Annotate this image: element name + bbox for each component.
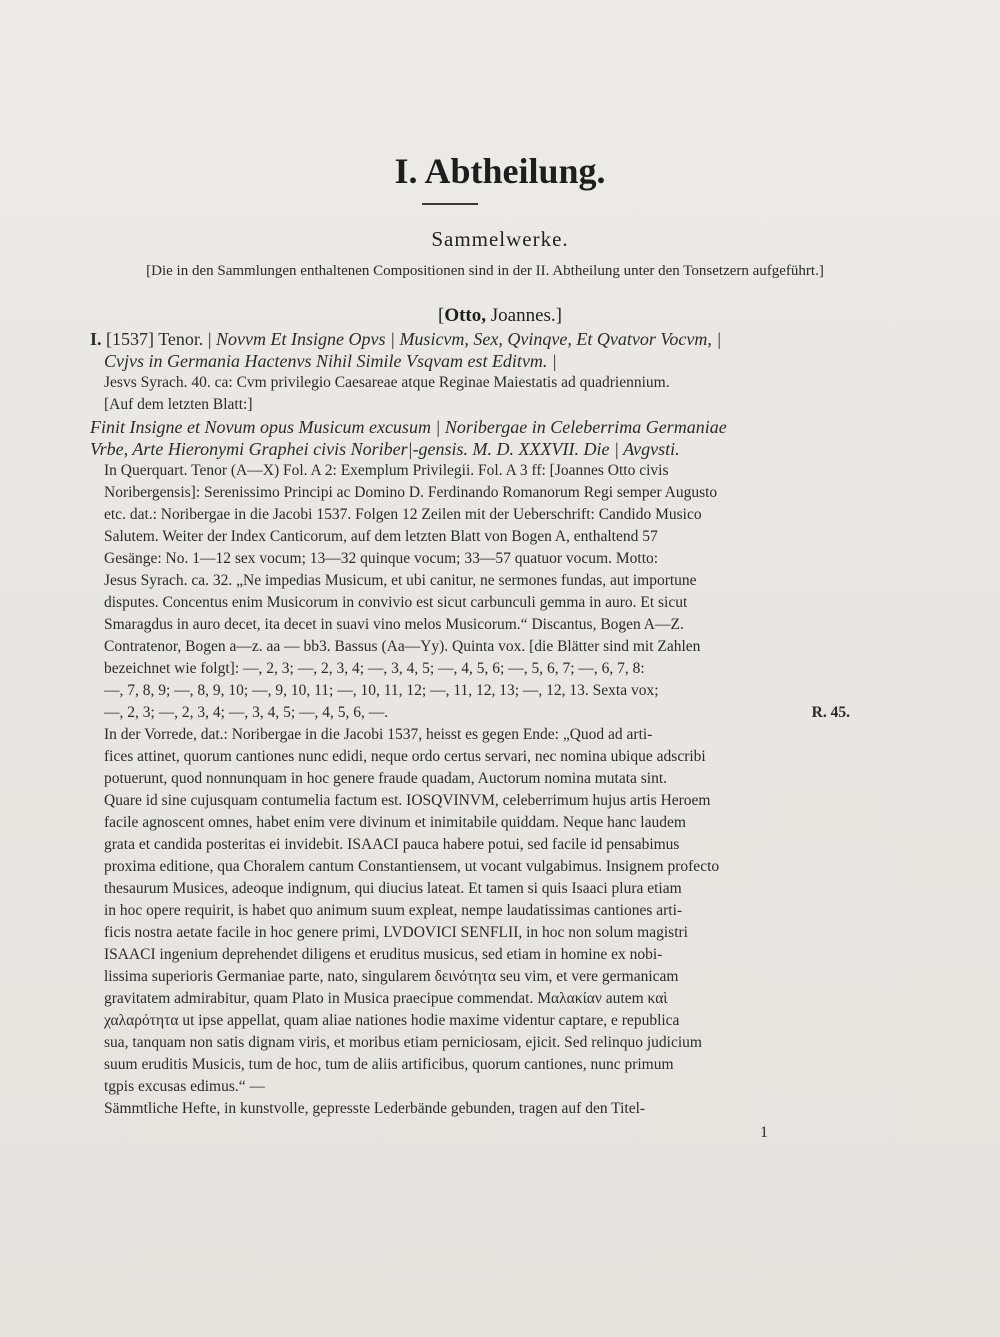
editorial-note: [Die in den Sammlungen enthaltenen Compositionen sind in der II. Abtheilung unter den Tonsetzern aufgeführt.]	[146, 263, 824, 279]
preface-line: facile agnoscent omnes, habet enim vere divinum et inimitabile quiddam. Neque hanc laudem	[104, 814, 686, 831]
preface-line: lissima superioris Germaniae parte, nato, singularem δεινότητα seu vim, et vere germanicam	[104, 968, 679, 985]
description-line: —, 7, 8, 9; —, 8, 9, 10; —, 9, 10, 11; —, 10, 11, 12; —, 11, 12, 13; —, 12, 13. Sexta vox;	[104, 682, 659, 699]
section-heading: I. Abtheilung.	[394, 151, 606, 191]
preface-line: potuerunt, quod nonnunquam in hoc genere fraude quadam, Auctorum nomina mutata sint.	[104, 770, 668, 787]
final-paragraph-line: Sämmtliche Hefte, in kunstvolle, gepresste Lederbände gebunden, tragen auf den Titel-	[104, 1100, 646, 1117]
description-line: bezeichnet wie folgt]: —, 2, 3; —, 2, 3, 4; —, 3, 4, 5; —, 4, 5, 6; —, 5, 6, 7; —, 6, 7, 8:	[104, 660, 645, 677]
preface-line: grata et candida posteritas ei invidebit. ISAACI pauca habere potui, sed facile id pensabimus	[104, 836, 680, 853]
description-line: Gesänge: No. 1—12 sex vocum; 13—32 quinque vocum; 33—57 quatuor vocum. Motto:	[104, 550, 659, 567]
description-last-text: —, 2, 3; —, 2, 3, 4; —, 3, 4, 5; —, 4, 5, 6, —.	[104, 704, 389, 721]
preface-line: suum eruditis Musicis, tum de hoc, tum de aliis artificibus, quorum cantiones, nunc primum	[104, 1056, 674, 1073]
preface-line: sua, tanquam non satis dignam viris, et moribus etiam perniciosam, ejicit. Sed relinquo judicium	[104, 1034, 702, 1051]
preface-line: In der Vorrede, dat.: Noribergae in die Jacobi 1537, heisst es gegen Ende: „Quod ad arti-	[104, 726, 653, 743]
preface-line: χαλαρότητα ut ipse appellat, quam aliae nationes hodie maxime videntur captare, e republica	[104, 1012, 680, 1029]
description-line: Smaragdus in auro decet, ita decet in suavi vino melos Musicorum.“ Discantus, Bogen A—Z.	[104, 616, 684, 633]
section-subheading: Sammelwerke.	[431, 227, 569, 251]
entry-motto-line: Jesvs Syrach. 40. ca: Cvm privilegio Caesareae atque Reginae Maiestatis ad quadriennium.	[104, 374, 670, 391]
entry-title-italic: Novvm Et Insigne Opvs | Musicvm, Sex, Qvinqve, Et Qvatvor Vocvm, |	[216, 329, 722, 349]
author-open-bracket: [	[438, 305, 445, 326]
entry-body	[90, 328, 850, 1120]
author-surname: Otto,	[444, 305, 487, 326]
preface-line: Quare id sine cujusquam contumelia factum est. IOSQVINVM, celeberrimum hujus artis Heroem	[104, 792, 711, 809]
preface-line: gravitatem admirabitur, quam Plato in Musica praecipue commendat. Μαλακίαν autem καὶ	[104, 990, 668, 1007]
preface-line: in hoc opere requirit, is habet quo animum suum expleat, nempe laudatissimas cantiones arti-	[104, 902, 683, 919]
entry-colophon-label: [Auf dem letzten Blatt:]	[104, 396, 253, 413]
reference-number: R. 45.	[811, 704, 850, 721]
entry-year: [1537]	[101, 329, 159, 349]
preface-line: proxima editione, qua Choralem cantum Constantiensem, ut vocant vulgabimus. Insignem profecto	[104, 858, 720, 875]
entry-title-roman: Tenor. |	[158, 329, 217, 349]
entry-colophon-line-1: Finit Insigne et Novum opus Musicum excusum | Noribergae in Celeberrima Germaniae	[90, 417, 727, 437]
description-line: etc. dat.: Noribergae in die Jacobi 1537. Folgen 12 Zeilen mit der Ueberschrift: Candido Musico	[104, 506, 702, 523]
description-line: Noribergensis]: Serenissimo Principi ac Domino D. Ferdinando Romanorum Regi semper Augusto	[104, 484, 718, 501]
preface-line: ISAACI ingenium deprehendet diligens et eruditus musicus, sed etiam in homine ex nobi-	[104, 946, 663, 963]
description-last-line	[90, 702, 850, 724]
author-heading	[0, 305, 1000, 327]
entry-number: I.	[90, 329, 102, 349]
description-line: In Querquart. Tenor (A—X) Fol. A 2: Exemplum Privilegii. Fol. A 3 ff: [Joannes Otto civis	[104, 462, 669, 479]
entry-colophon-line-2: Vrbe, Arte Hieronymi Graphei civis Noriber|-gensis. M. D. XXXVII. Die | Avgvsti.	[90, 439, 680, 459]
preface-line: fices attinet, quorum cantiones nunc edidi, neque ordo certus servari, nec nomina ubique adscribi	[104, 748, 706, 765]
description-line: Salutem. Weiter der Index Canticorum, auf dem letzten Blatt von Bogen A, enthaltend 57	[104, 528, 658, 545]
page-number: 1	[760, 1124, 768, 1141]
preface-line: thesaurum Musices, adeoque indignum, qui diucius lateat. Et tamen si quis Isaaci plura etiam	[104, 880, 682, 897]
heading-rule	[422, 203, 478, 205]
description-line: Jesus Syrach. ca. 32. „Ne impedias Musicum, et ubi canitur, ne sermones fundas, aut importune	[104, 572, 697, 589]
description-line: Contratenor, Bogen a—z. aa — bb3. Bassus (Aa—Yy). Quinta vox. [die Blätter sind mit Zahlen	[104, 638, 701, 655]
preface-line: ficis nostra aetate facile in hoc genere primi, LVDOVICI SENFLII, in hoc non solum magistri	[104, 924, 688, 941]
entry-title-line-1	[90, 328, 850, 350]
entry-title-line-2: Cvjvs in Germania Hactenvs Nihil Simile Vsqvam est Editvm. |	[104, 351, 557, 371]
author-firstname: Joannes.]	[486, 305, 562, 326]
preface-line: tgpis excusas edimus.“ —	[104, 1078, 266, 1095]
description-line: disputes. Concentus enim Musicorum in convivio est sicut carbunculi gemma in auro. Et sicut	[104, 594, 688, 611]
